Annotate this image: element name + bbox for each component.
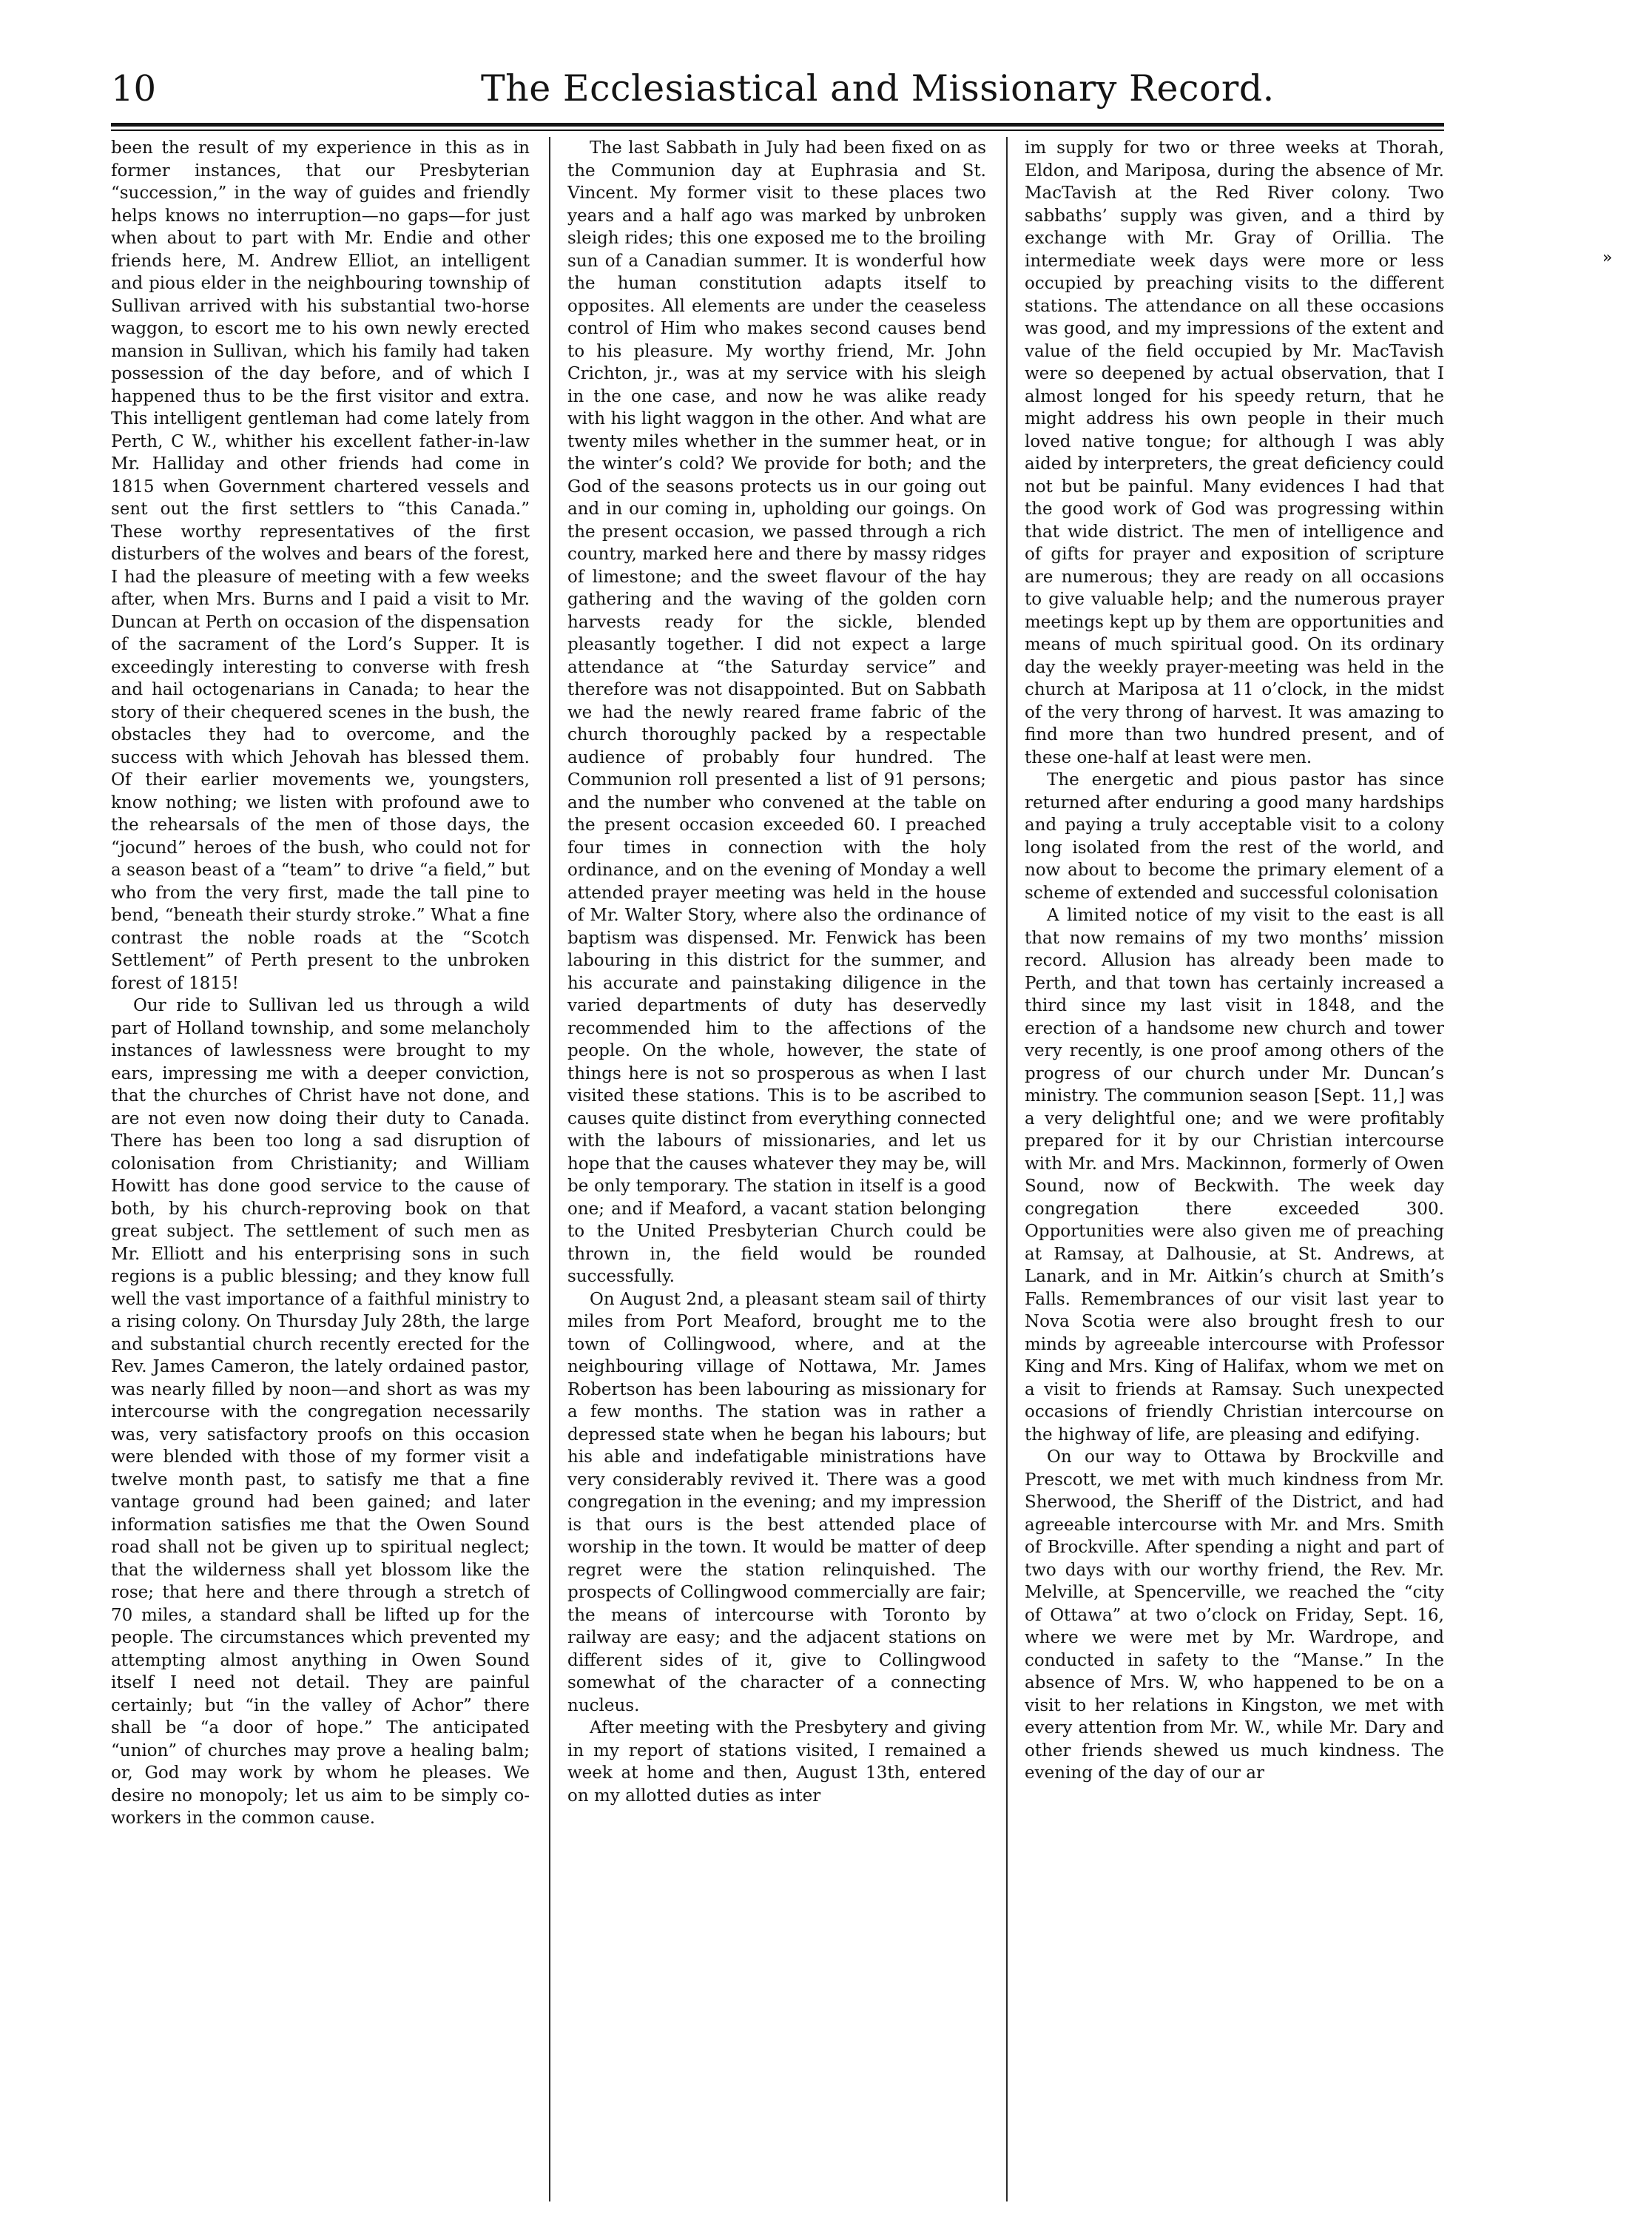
- paragraph: On August 2nd, a pleasant steam sail of thirty miles from Port Meaford, brought me to the town of Collingwood, where, and at the neighbouring village of Nottawa, Mr. James Robertson has been labouring as missionary for a few months. The station was in rather a depressed state when he began his labours; but his able and indefatigable ministrations have very considerably revived it. There was a good congregation in the evening; and my impression is that ours is the best attended place of worship in the town. It would be matter of deep regret were the station relinquished. The prospects of Collingwood commercially are fair; the means of intercourse with Toronto by railway are easy; and the adjacent stations on different sides of it, give to Collingwood somewhat of the character of a connecting nucleus.: [567, 1289, 986, 1715]
- running-title: The Ecclesiastical and Missionary Record.: [481, 67, 1275, 110]
- header-rule-thick: [111, 123, 1444, 127]
- paragraph: im supply for two or three weeks at Thorah, Eldon, and Mariposa, during the absence of Mr. MacTavish at the Red River colony. Two sabbaths’ supply was given, and a third by exchange with Mr. Gray of Orillia. The intermediate week days were more or less occupied by preaching visits to the different stations. The attendance on all these occasions was good, and my impressions of the extent and value of the field occupied by Mr. MacTavish were so deepened by actual observation, that I almost longed for his speedy return, that he might address his own people in their much loved native tongue; for although I was ably aided by interpreters, the great deficiency could not but be painful. Many evidences I had that the good work of God was progressing within that wide district. The men of intelligence and of gifts for prayer and exposition of scripture are numerous; they are ready on all occasions to give valuable help; and the numerous prayer meetings kept up by them are opportunities and means of much spiritual good. On its ordinary day the weekly prayer-meeting was held in the church at Mariposa at 11 o’clock, in the midst of the very throng of harvest. It was amazing to find more than two hundred present, and of these one-half at least were men.: [1025, 138, 1444, 767]
- margin-mark: »: [1602, 249, 1613, 267]
- paragraph: been the result of my experience in this as in former instances, that our Presbyterian “succession,” in the way of guides and friendly helps knows no interruption—no gaps—for just when about to part with Mr. Endie and other friends here, M. Andrew Elliot, an intelligent and pious elder in the neighbouring township of Sullivan arrived with his substantial two-horse waggon, to escort me to his own newly erected mansion in Sullivan, which his family had taken possession of the day before, and of which I happened thus to be the first visitor and extra. This intelligent gentleman had come lately from Perth, C W., whither his excellent father-in-law Mr. Halliday and other friends had come in 1815 when Government chartered vessels and sent out the first settlers to “this Canada.” These worthy representatives of the first disturbers of the wolves and bears of the forest, I had the pleasure of meeting with a few weeks after, when Mrs. Burns and I paid a visit to Mr. Duncan at Perth on occasion of the dispensation of the sacrament of the Lord’s Supper. It is exceedingly interesting to converse with fresh and hail octogenarians in Canada; to hear the story of their chequered scenes in the bush, the obstacles they had to overcome, and the success with which Jehovah has blessed them. Of their earlier movements we, youngsters, know nothing; we listen with profound awe to the rehearsals of the men of those days, the “jocund” heroes of the bush, who could not for a season beast of a “team” to drive “a field,” but who from the very first, made the tall pine to bend, “beneath their sturdy stroke.” What a fine contrast the noble roads at the “Scotch Settlement” of Perth present to the unbroken forest of 1815!: [111, 138, 530, 993]
- paragraph: On our way to Ottawa by Brockville and Prescott, we met with much kindness from Mr. Sherwood, the Sheriff of the District, and had agreeable intercourse with Mr. and Mrs. Smith of Brockville. After spending a night and part of two days with our worthy friend, the Rev. Mr. Melville, at Spencerville, we reached the “city of Ottawa” at two o’clock on Friday, Sept. 16, where we were met by Mr. Wardrope, and conducted in safety to the “Manse.” In the absence of Mrs. W, who happened to be on a visit to her relations in Kingston, we met with every attention from Mr. W., while Mr. Dary and other friends shewed us much kindness. The evening of the day of our ar: [1025, 1447, 1444, 1783]
- paragraph: After meeting with the Presbytery and giving in my report of stations visited, I remained a week at home and then, August 13th, entered on my allotted duties as inter: [567, 1718, 986, 1806]
- paragraph: A limited notice of my visit to the east is all that now remains of my two months’ mission record. Allusion has already been made to Perth, and that town has certainly increased a third since my last visit in 1848, and the erection of a handsome new church and tower very recently, is one proof among others of the progress of our church under Mr. Duncan’s ministry. The communion season [Sept. 11,] was a very delightful one; and we were profitably prepared for it by our Christian intercourse with Mr. and Mrs. Mackinnon, formerly of Owen Sound, now of Beckwith. The week day congregation there exceeded 300. Opportunities were also given me of preaching at Ramsay, at Dalhousie, at St. Andrews, at Lanark, and in Mr. Aitkin’s church at Smith’s Falls. Remembrances of our visit last year to Nova Scotia were also brought fresh to our minds by agreeable intercourse with Professor King and Mrs. King of Halifax, whom we met on a visit to friends at Ramsay. Such unexpected occasions of friendly Christian intercourse on the highway of life, are pleasing and edifying.: [1025, 906, 1444, 1444]
- column-left: [111, 137, 530, 2216]
- paragraph: Our ride to Sullivan led us through a wild part of Holland township, and some melancholy instances of lawlessness were brought to my ears, impressing me with a deeper conviction, that the churches of Christ have not done, and are not even now doing their duty to Canada. There has been too long a sad disruption of colonisation from Christianity; and William Howitt has done good service to the cause of both, by his church-reproving book on that great subject. The settlement of such men as Mr. Elliott and his enterprising sons in such regions is a public blessing; and they know full well the vast importance of a faithful ministry to a rising colony. On Thursday July 28th, the large and substantial church recently erected for the Rev. James Cameron, the lately ordained pastor, was nearly filled by noon—and short as was my intercourse with the congregation necessarily was, very satisfactory proofs on this occasion were blended with those of my former visit a twelve month past, to satisfy me that a fine vantage ground had been gained; and later information satisfies me that the Owen Sound road shall not be given up to spiritual neglect; that the wilderness shall yet blossom like the rose; that here and there through a stretch of 70 miles, a standard shall be lifted up for the people. The circumstances which prevented my attempting almost anything in Owen Sound itself I need not detail. They are painful certainly; but “in the valley of Achor” there shall be “a door of hope.” The anticipated “union” of churches may prove a healing balm; or, God may work by whom he pleases. We desire no monopoly; let us aim to be simply co-workers in the common cause.: [111, 996, 530, 1828]
- header-rule-thin: [111, 129, 1444, 131]
- page-number: 10: [111, 68, 157, 110]
- paragraph: The energetic and pious pastor has since returned after enduring a good many hardships and paying a truly acceptable visit to a colony long isolated from the rest of the world, and now about to become the primary element of a scheme of extended and successful colonisation: [1025, 770, 1444, 903]
- page-header: [111, 65, 1443, 118]
- text-columns: [111, 137, 1444, 2216]
- column-right: [1025, 137, 1444, 2216]
- column-divider: [1006, 137, 1008, 2201]
- paragraph: The last Sabbath in July had been fixed on as the Communion day at Euphrasia and St. Vincent. My former visit to these places two years and a half ago was marked by unbroken sleigh rides; this one exposed me to the broiling sun of a Canadian summer. It is wonderful how the human constitution adapts itself to opposites. All elements are under the ceaseless control of Him who makes second causes bend to his pleasure. My worthy friend, Mr. John Crichton, jr., was at my service with his sleigh in the one case, and now he was alike ready with his light waggon in the other. And what are twenty miles whether in the summer heat, or in the winter’s cold? We provide for both; and the God of the seasons protects us in our going out and in our coming in, upholding our goings. On the present occasion, we passed through a rich country, marked here and there by massy ridges of limestone; and the sweet flavour of the hay gathering and the waving of the golden corn harvests ready for the sickle, blended pleasantly together. I did not expect a large attendance at “the Saturday service” and therefore was not disappointed. But on Sabbath we had the newly reared frame fabric of the church thoroughly packed by a respectable audience of probably four hundred. The Communion roll presented a list of 91 persons; and the number who convened at the table on the present occasion exceeded 60. I preached four times in connection with the holy ordinance, and on the evening of Monday a well attended prayer meeting was held in the house of Mr. Walter Story, where also the ordinance of baptism was dispensed. Mr. Fenwick has been labouring in this district for the summer, and his accurate and painstaking diligence in the varied departments of duty has deservedly recommended him to the affections of the people. On the whole, however, the state of things here is not so prosperous as when I last visited these stations. This is to be ascribed to causes quite distinct from everything connected with the labours of missionaries, and let us hope that the causes whatever they may be, will be only temporary. The station in itself is a good one; and if Meaford, a vacant station belonging to the United Presbyterian Church could be thrown in, the field would be rounded successfully.: [567, 138, 986, 1286]
- column-divider: [549, 137, 550, 2201]
- column-middle: [567, 137, 986, 2216]
